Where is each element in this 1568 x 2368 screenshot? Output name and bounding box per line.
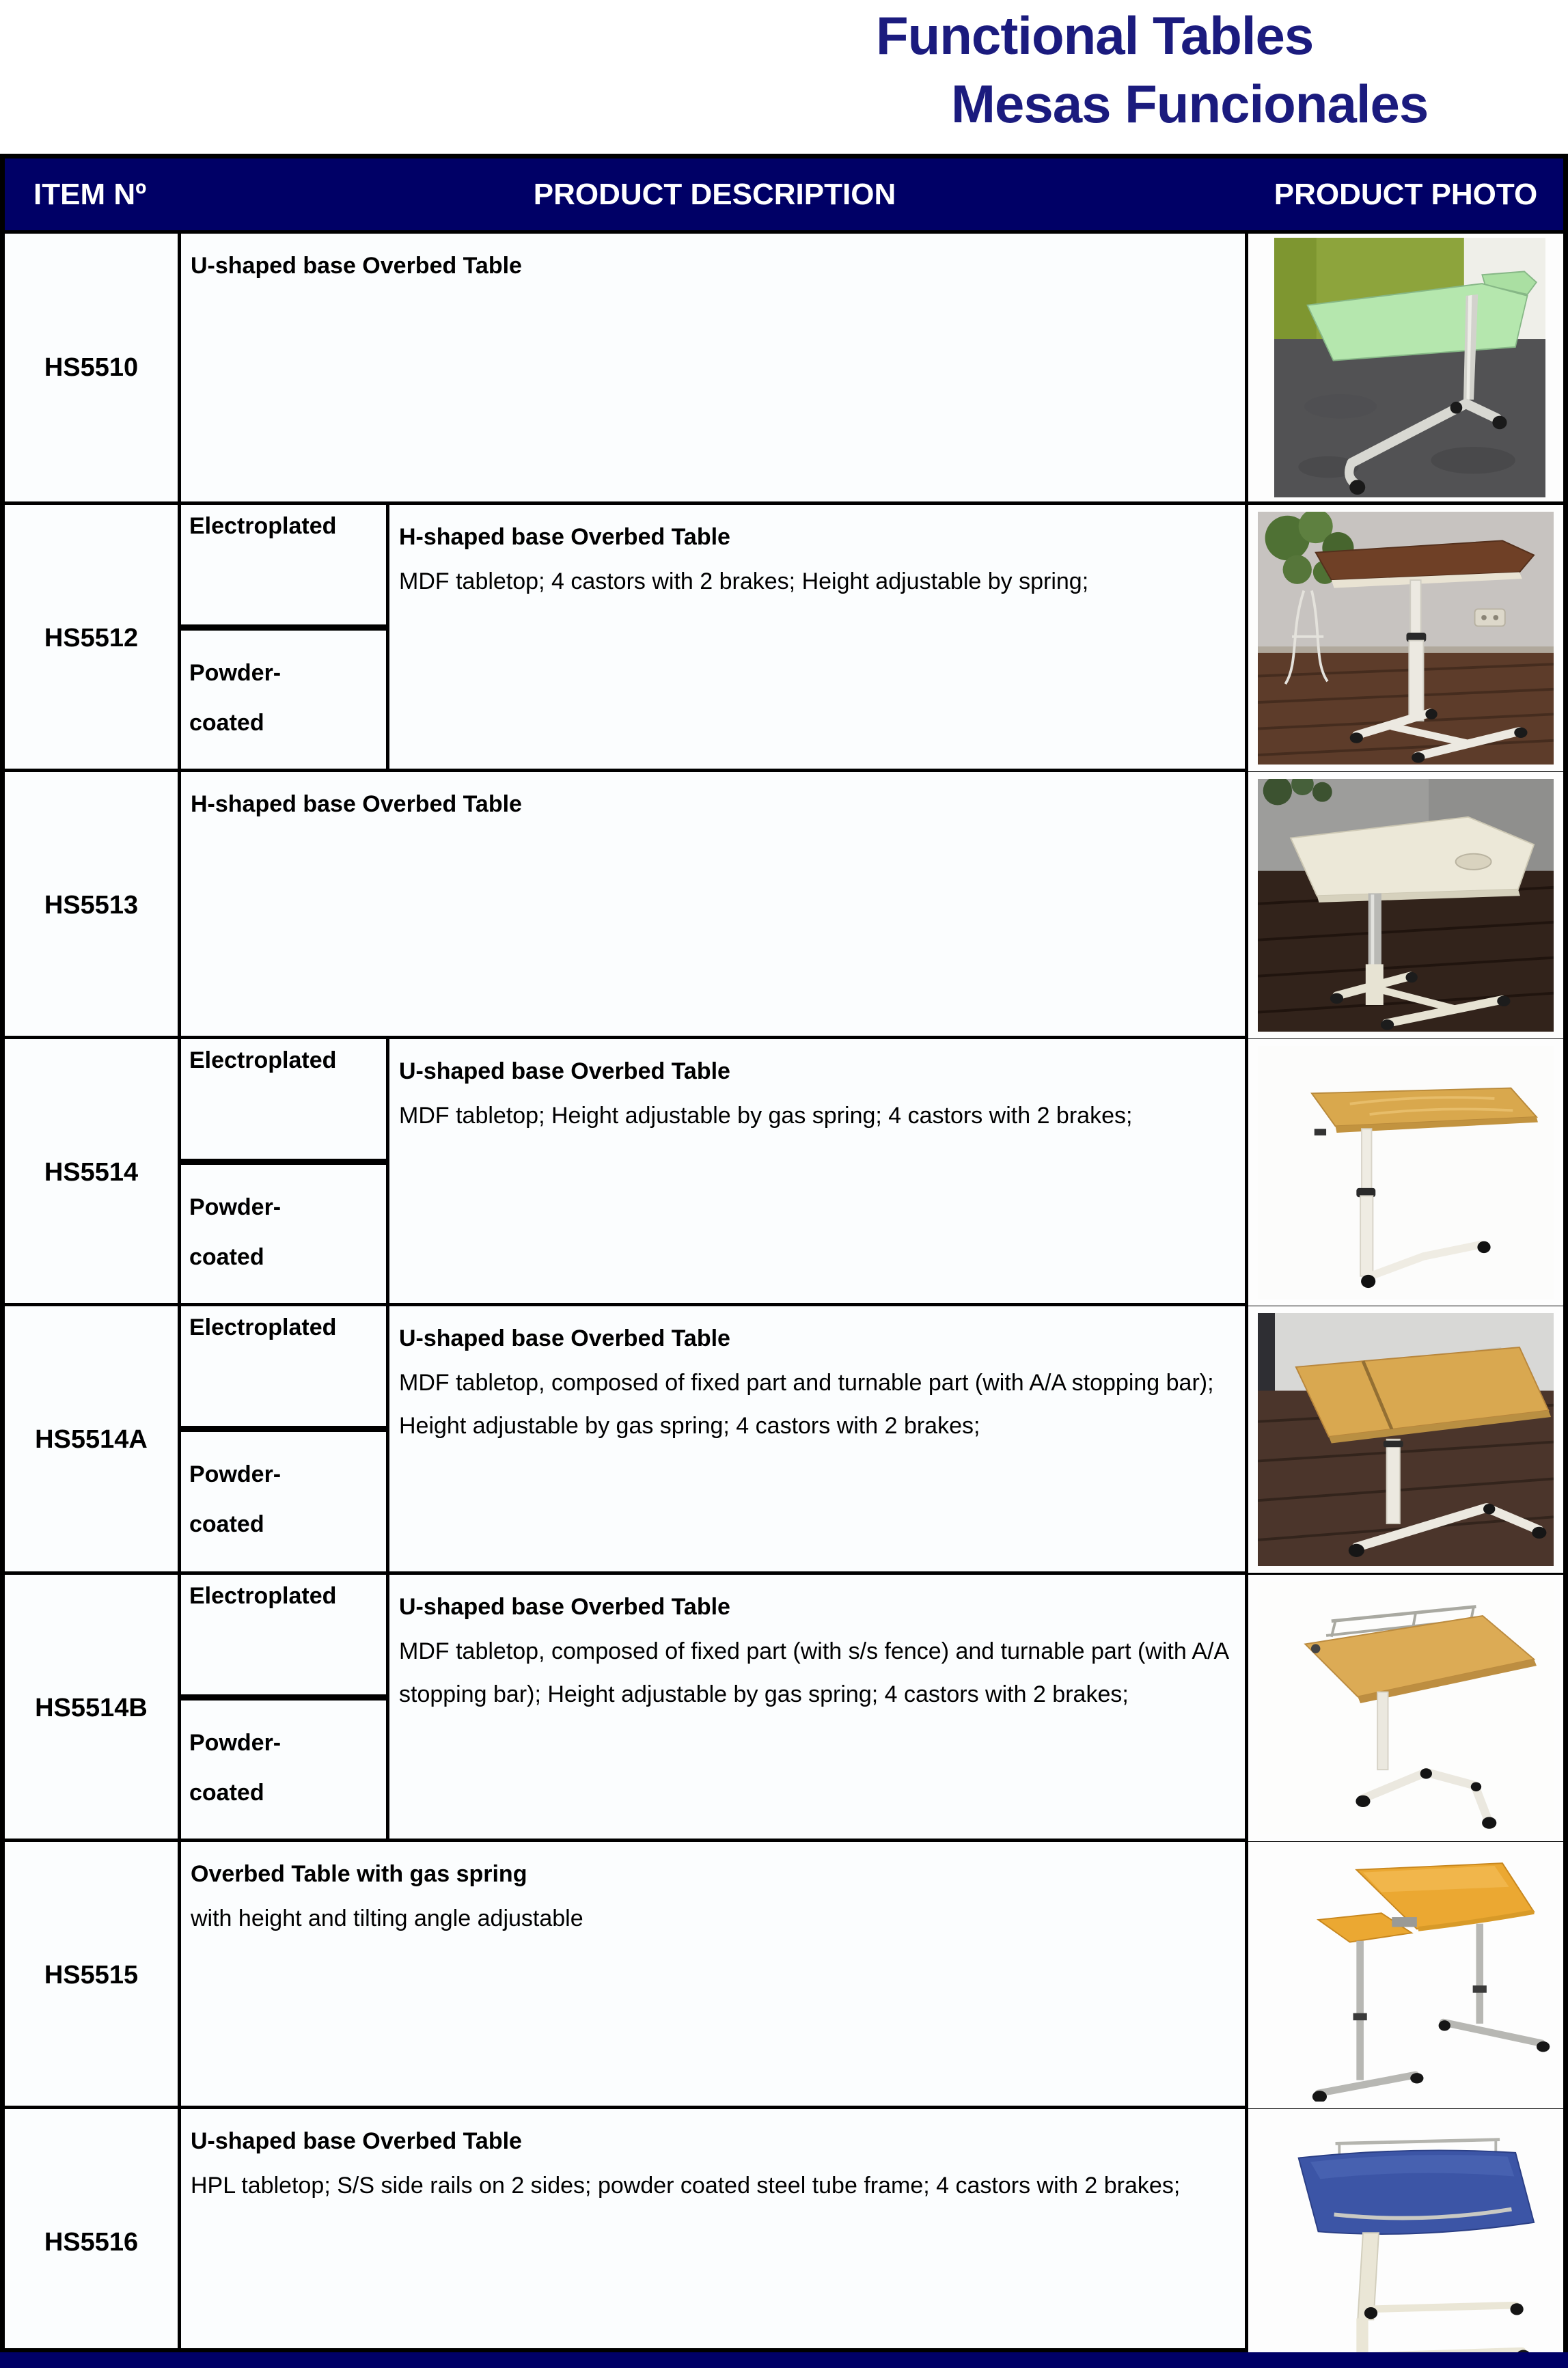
product-table xyxy=(0,154,1568,2352)
finish-powder-coated: Powder-coated xyxy=(189,1194,281,1270)
product-description xyxy=(389,1306,1248,1573)
finish-powder-coated: Powder-coated xyxy=(189,1461,281,1537)
product-title: Overbed Table with gas spring xyxy=(191,1861,527,1887)
product-photo-hs5513 xyxy=(1248,772,1563,1038)
item-number: HS5515 xyxy=(5,1842,181,2108)
table-row-hs5510 xyxy=(5,230,1563,501)
product-details: MDF tabletop; Height adjustable by gas spring; 4 castors with 2 brakes; xyxy=(399,1102,1133,1129)
table-row-hs5514a xyxy=(5,1303,1563,1571)
finish-electroplated: Electroplated xyxy=(181,505,386,631)
finish-electroplated: Electroplated xyxy=(181,1039,386,1165)
product-title: U-shaped base Overbed Table xyxy=(399,1594,730,1620)
product-photo-hs5514b xyxy=(1248,1575,1563,1841)
table-row-hs5516 xyxy=(5,2106,1563,2348)
product-description xyxy=(389,505,1248,771)
finish-electroplated: Electroplated xyxy=(181,1306,386,1432)
item-number: HS5514A xyxy=(5,1306,181,1573)
overbed-table-photo-oak-fence xyxy=(1258,1582,1554,1834)
page-title-spanish: Mesas Funcionales xyxy=(951,74,1429,134)
item-number: HS5514B xyxy=(5,1575,181,1841)
header-photo: PRODUCT PHOTO xyxy=(1274,177,1538,211)
product-title: U-shaped base Overbed Table xyxy=(399,1325,730,1351)
item-number: HS5514 xyxy=(5,1039,181,1306)
product-title: U-shaped base Overbed Table xyxy=(399,1058,730,1084)
finish-options xyxy=(181,1575,389,1841)
item-number: HS5510 xyxy=(5,234,181,501)
product-description xyxy=(389,1575,1248,1841)
page-title xyxy=(876,1,1566,138)
product-title: U-shaped base Overbed Table xyxy=(191,2128,522,2154)
item-number: HS5512 xyxy=(5,505,181,771)
finish-powder-coated: Powder-coated xyxy=(189,659,281,736)
table-row-hs5513 xyxy=(5,769,1563,1036)
item-number: HS5516 xyxy=(5,2109,181,2368)
overbed-table-photo-cream xyxy=(1258,779,1554,1032)
product-description xyxy=(389,1039,1248,1306)
product-photo-hs5510 xyxy=(1248,234,1563,501)
table-header-row xyxy=(5,159,1563,230)
header-item-no: ITEM Nº xyxy=(33,177,147,211)
product-photo-hs5515 xyxy=(1248,1842,1563,2108)
product-title: H-shaped base Overbed Table xyxy=(399,524,730,550)
product-photo-hs5514 xyxy=(1248,1039,1563,1306)
product-title: U-shaped base Overbed Table xyxy=(191,253,522,279)
product-details: HPL tabletop; S/S side rails on 2 sides; powder coated steel tube frame; 4 castors with 2 brakes; xyxy=(191,2172,1181,2199)
overbed-table-photo-oak-split xyxy=(1258,1313,1554,1566)
product-photo-hs5512 xyxy=(1248,505,1563,771)
product-photo-hs5514a xyxy=(1248,1306,1563,1573)
overbed-table-photo-blue xyxy=(1258,2116,1554,2368)
page-title-english: Functional Tables xyxy=(876,5,1314,66)
table-row-hs5512 xyxy=(5,501,1563,769)
finish-options xyxy=(181,1039,389,1306)
item-number: HS5513 xyxy=(5,772,181,1038)
product-description xyxy=(181,772,1248,1038)
product-details: MDF tabletop, composed of fixed part (with s/s fence) and turnable part (with A/A stopping bar); Height adjustable by gas spring; 4 castors with 2 brakes; xyxy=(399,1638,1228,1707)
finish-powder-coated: Powder-coated xyxy=(189,1729,281,1806)
table-row-hs5514b xyxy=(5,1571,1563,1839)
finish-electroplated: Electroplated xyxy=(181,1575,386,1701)
overbed-table-photo-tilting xyxy=(1258,1849,1554,2102)
product-photo-hs5516 xyxy=(1248,2109,1563,2368)
overbed-table-photo-brown xyxy=(1258,512,1554,765)
bottom-navy-bar xyxy=(0,2352,1568,2368)
product-title: H-shaped base Overbed Table xyxy=(191,791,522,817)
finish-options xyxy=(181,1306,389,1573)
overbed-table-photo-green xyxy=(1274,238,1545,497)
product-description xyxy=(181,2109,1248,2368)
product-details: MDF tabletop; 4 castors with 2 brakes; Height adjustable by spring; xyxy=(399,568,1089,594)
product-details: MDF tabletop, composed of fixed part and turnable part (with A/A stopping bar); Height adjustable by gas spring; 4 castors with 2 brakes; xyxy=(399,1369,1214,1439)
table-row-hs5514 xyxy=(5,1036,1563,1303)
header-description: PRODUCT DESCRIPTION xyxy=(533,177,896,211)
table-row-hs5515 xyxy=(5,1839,1563,2106)
product-description xyxy=(181,234,1248,501)
product-description xyxy=(181,1842,1248,2108)
overbed-table-photo-oak xyxy=(1258,1046,1554,1299)
product-details: with height and tilting angle adjustable xyxy=(191,1905,583,1931)
finish-options xyxy=(181,505,389,771)
